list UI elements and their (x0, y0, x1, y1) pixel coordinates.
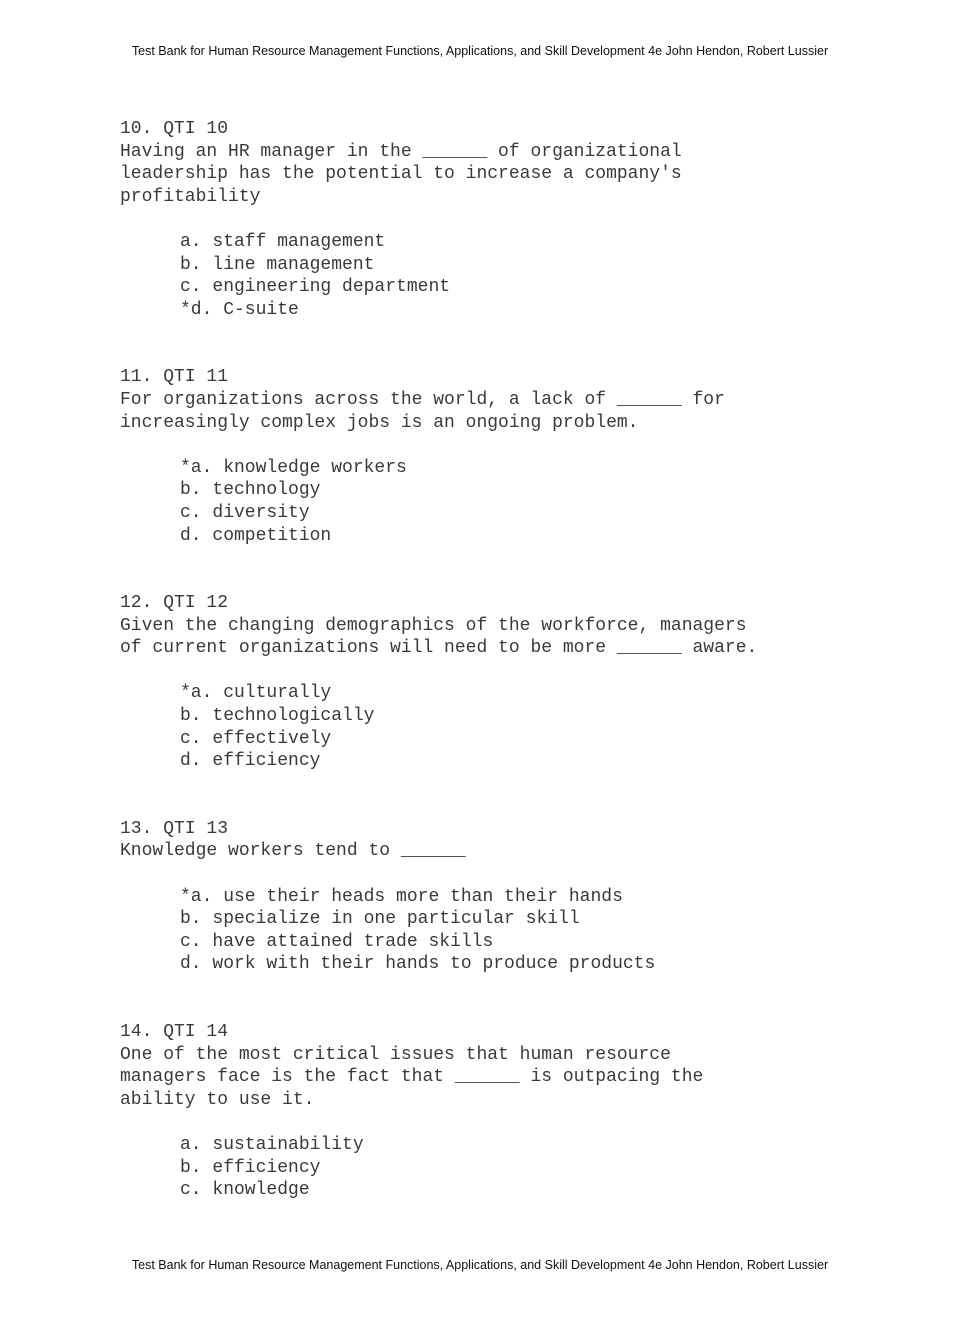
answer-option: a. sustainability (180, 1134, 364, 1155)
answer-option: b. efficiency (180, 1157, 321, 1178)
page-header: Test Bank for Human Resource Management Functions, Applications, and Skill Development 4e John Hendon, Robert Lussier (131, 44, 829, 58)
answer-option: c. knowledge (180, 1180, 310, 1201)
question-12 (120, 592, 920, 773)
question-10 (120, 118, 920, 321)
answer-options (120, 682, 920, 772)
question-stem-line: One of the most critical issues that human resource (120, 1044, 671, 1065)
question-stem-line: Knowledge workers tend to ______ (120, 841, 466, 862)
question-stem-line: For organizations across the world, a lack of ______ for (120, 389, 725, 410)
question-14 (120, 1021, 920, 1202)
answer-option: c. diversity (180, 502, 310, 523)
answer-option: c. have attained trade skills (180, 931, 494, 952)
question-stem-line: Having an HR manager in the ______ of organizational (120, 141, 682, 162)
question-stem-line: ability to use it. (120, 1089, 315, 1110)
question-stem-line: of current organizations will need to be more ______ aware. (120, 638, 758, 659)
answer-options (120, 457, 920, 547)
answer-option-correct: *a. knowledge workers (180, 457, 407, 478)
question-stem-line: managers face is the fact that ______ is outpacing the (120, 1067, 704, 1088)
answer-option: c. effectively (180, 728, 332, 749)
question-11 (120, 366, 920, 547)
answer-option: d. work with their hands to produce products (180, 954, 656, 975)
answer-option: b. technologically (180, 706, 375, 727)
answer-options (120, 231, 920, 321)
question-stem-line: increasingly complex jobs is an ongoing problem. (120, 412, 639, 433)
answer-option-correct: *a. use their heads more than their hands (180, 886, 623, 907)
question-title: 14. QTI 14 (120, 1022, 229, 1042)
question-stem-line: Given the changing demographics of the workforce, managers (120, 615, 747, 636)
answer-option-correct: *a. culturally (180, 683, 332, 704)
question-title: 11. QTI 11 (120, 367, 229, 388)
answer-option: b. technology (180, 480, 321, 501)
question-stem-line: leadership has the potential to increase a company's (120, 164, 682, 185)
answer-option: c. engineering department (180, 277, 451, 298)
question-title: 13. QTI 13 (120, 818, 229, 839)
question-13 (120, 818, 920, 976)
answer-option: d. efficiency (180, 751, 321, 772)
answer-option: d. competition (180, 525, 332, 546)
answer-options (120, 1134, 920, 1202)
answer-options (120, 886, 920, 976)
answer-option: a. staff management (180, 231, 386, 252)
question-list (120, 118, 920, 1247)
question-title: 10. QTI 10 (120, 119, 229, 139)
question-title: 12. QTI 12 (120, 593, 229, 614)
answer-option-correct: *d. C-suite (180, 299, 299, 320)
answer-option: b. line management (180, 254, 375, 275)
answer-option: b. specialize in one particular skill (180, 909, 580, 930)
question-stem-line: profitability (120, 186, 261, 207)
page-footer: Test Bank for Human Resource Management Functions, Applications, and Skill Development 4e John Hendon, Robert Lussier (131, 1258, 829, 1272)
